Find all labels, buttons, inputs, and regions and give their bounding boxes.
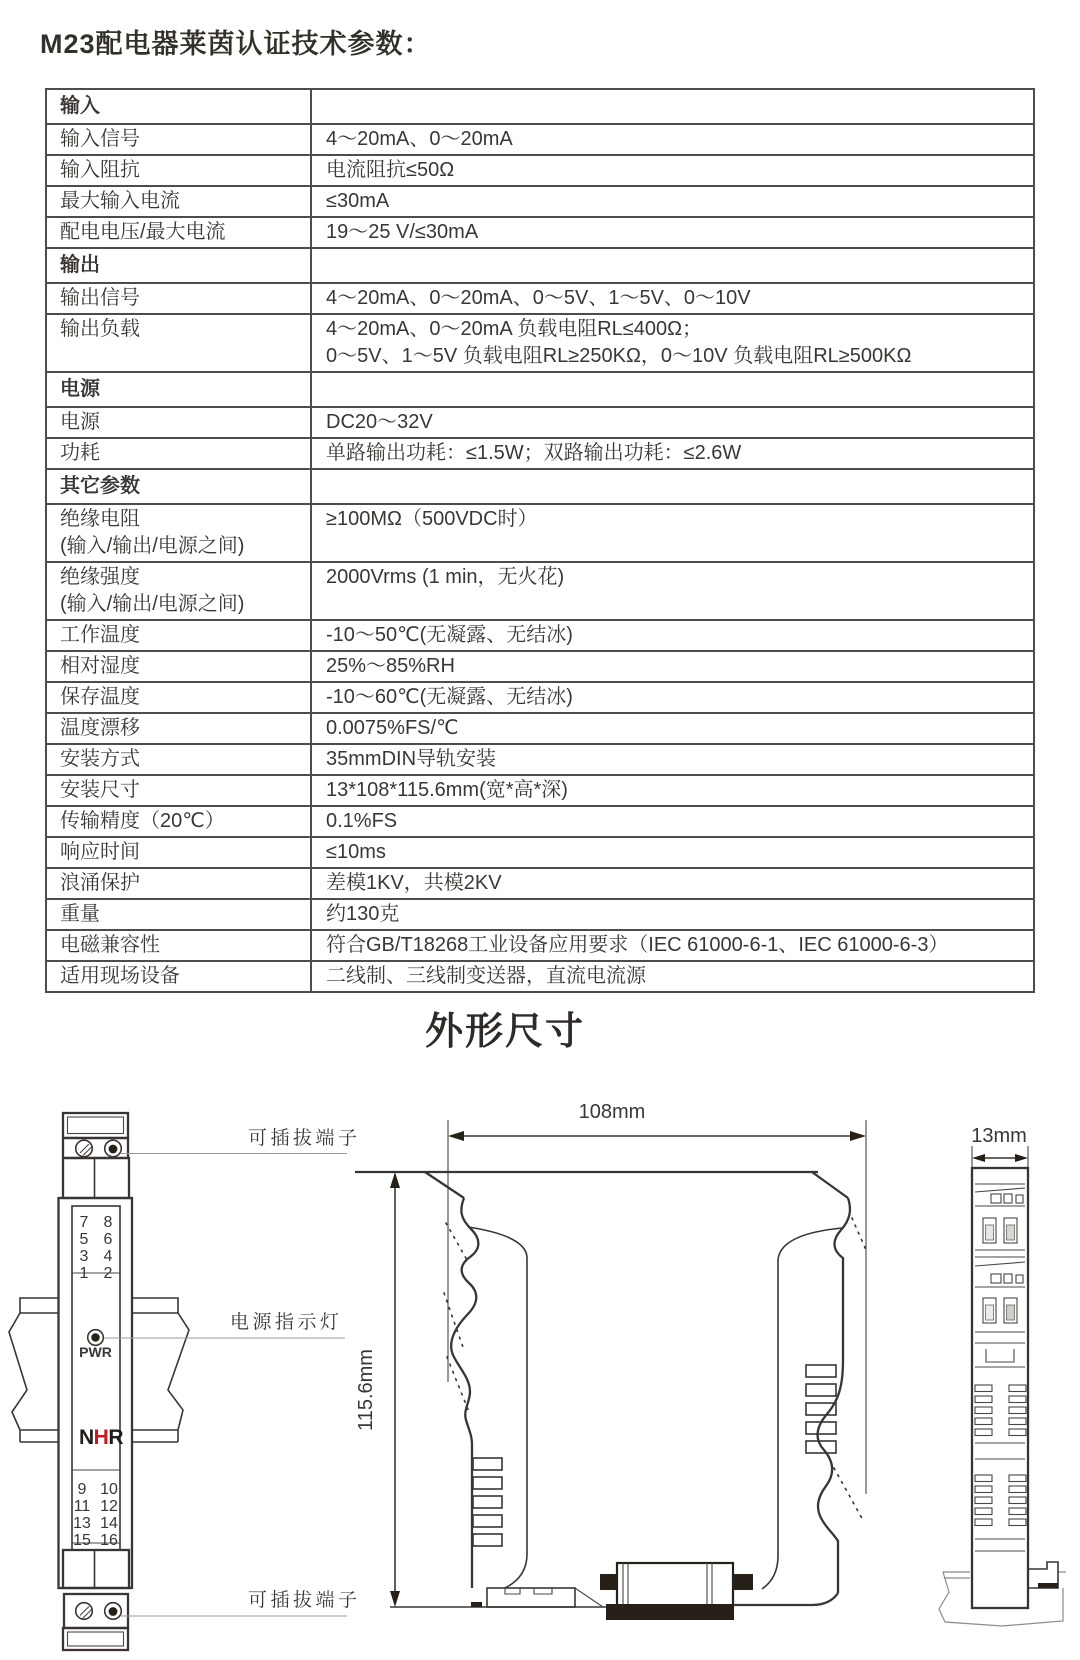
table-row: [47, 437, 1033, 468]
screw-icon: [76, 1603, 93, 1620]
terminal-numbers-bottom: [73, 1481, 118, 1549]
table-row: [47, 154, 1033, 185]
svg-text:12: 12: [100, 1498, 118, 1515]
table-row: [47, 929, 1033, 960]
table-row: [47, 406, 1033, 437]
param-value: 符合GB/T18268工业设备应用要求（IEC 61000-6-1、IEC 61000-6-3）: [310, 931, 1033, 960]
param-label: 响应时间: [60, 841, 140, 863]
param-value: 2000Vrms (1 min，无火花): [310, 563, 1033, 619]
param-value: 4～20mA、0～20mA 负载电阻RL≤400Ω； 0～5V、1～5V 负载电阻RL≥250KΩ，0～10V 负载电阻RL≥500KΩ: [310, 315, 1033, 371]
param-value: [310, 90, 1033, 123]
param-value: 0.1%FS: [310, 807, 1033, 836]
table-row: [47, 561, 1033, 619]
module-body: [59, 1198, 133, 1588]
svg-text:15: 15: [73, 1532, 91, 1549]
table-row: [47, 123, 1033, 154]
param-label: 保存温度: [60, 686, 140, 708]
svg-text:6: 6: [103, 1231, 113, 1248]
param-value: 13*108*115.6mm(宽*高*深): [310, 776, 1033, 805]
param-value: 电流阻抗≤50Ω: [310, 156, 1033, 185]
param-label: 温度漂移: [60, 717, 140, 739]
label-power-indicator: 电源指示灯: [230, 1312, 343, 1333]
param-value: -10～50℃(无凝露、无结冰): [310, 621, 1033, 650]
table-row: [47, 216, 1033, 247]
label-pluggable-terminal-bottom: 可插拔端子: [248, 1590, 361, 1611]
param-label: 功耗: [60, 442, 100, 464]
dim-height-label: 115.6mm: [355, 1349, 377, 1431]
param-label: 电源: [60, 378, 100, 400]
param-value: [310, 249, 1033, 282]
param-value: -10～60℃(无凝露、无结冰): [310, 683, 1033, 712]
table-row: [47, 503, 1033, 561]
table-row: [47, 90, 1033, 123]
param-value: 4～20mA、0～20mA: [310, 125, 1033, 154]
param-value: ≤10ms: [310, 838, 1033, 867]
dim-thickness-label: 13mm: [971, 1125, 1027, 1147]
param-value: 二线制、三线制变送器，直流电流源: [310, 962, 1033, 991]
table-row: [47, 650, 1033, 681]
svg-text:3: 3: [79, 1248, 89, 1265]
table-row: [47, 712, 1033, 743]
table-row: [47, 313, 1033, 371]
table-row: [47, 743, 1033, 774]
table-row: [47, 867, 1033, 898]
param-value: 19～25 V/≤30mA: [310, 218, 1033, 247]
table-row: [47, 619, 1033, 650]
end-view-drawing: [939, 1125, 1066, 1626]
param-value: [310, 373, 1033, 406]
svg-text:8: 8: [103, 1214, 113, 1231]
svg-text:11: 11: [73, 1498, 91, 1515]
dimension-drawings: [0, 1060, 1080, 1655]
param-label: 绝缘强度 (输入/输出/电源之间): [60, 566, 245, 615]
table-row: [47, 774, 1033, 805]
param-value: 差模1KV，共模2KV: [310, 869, 1033, 898]
param-label: 安装尺寸: [60, 779, 140, 801]
param-value: [310, 470, 1033, 503]
svg-text:7: 7: [79, 1214, 89, 1231]
param-label: 传输精度（20℃）: [60, 810, 225, 832]
param-label: 适用现场设备: [60, 965, 180, 987]
screw-icon: [105, 1603, 122, 1620]
param-label: 电磁兼容性: [60, 934, 160, 956]
param-label: 其它参数: [60, 475, 140, 497]
din-rail-clip: [600, 1563, 753, 1620]
front-view-drawing: [9, 1113, 361, 1650]
svg-text:10: 10: [100, 1481, 118, 1498]
table-row: [47, 805, 1033, 836]
param-value: 35mmDIN导轨安装: [310, 745, 1033, 774]
table-row: [47, 836, 1033, 867]
side-view-drawing: [355, 1101, 866, 1620]
svg-text:4: 4: [103, 1248, 113, 1265]
param-label: 输入信号: [60, 128, 140, 150]
param-value: 25%～85%RH: [310, 652, 1033, 681]
din-rail: [9, 1298, 189, 1442]
dim-width-label: 108mm: [578, 1101, 646, 1123]
table-row: [47, 282, 1033, 313]
svg-text:2: 2: [103, 1265, 113, 1282]
svg-text:16: 16: [100, 1532, 118, 1549]
param-label: 电源: [60, 411, 100, 433]
param-label: 重量: [60, 903, 100, 925]
label-pluggable-terminal-top: 可插拔端子: [248, 1128, 361, 1149]
table-row: [47, 185, 1033, 216]
param-label: 安装方式: [60, 748, 140, 770]
page-title: M23配电器莱茵认证技术参数：: [40, 29, 432, 59]
vent-slots: [975, 1385, 1026, 1526]
param-label: 最大输入电流: [60, 190, 180, 212]
param-label: 浪涌保护: [60, 872, 140, 894]
pwr-led-icon: [88, 1330, 104, 1346]
param-value: 单路输出功耗：≤1.5W；双路输出功耗：≤2.6W: [310, 439, 1033, 468]
table-row: [47, 371, 1033, 406]
bottom-terminal-strip: [64, 1594, 128, 1628]
param-value: ≥100MΩ（500VDC时）: [310, 505, 1033, 561]
outline-section-title: 外形尺寸: [424, 1011, 585, 1053]
param-label: 相对湿度: [60, 655, 140, 677]
screw-icon: [105, 1140, 122, 1157]
spec-table: [45, 88, 1035, 993]
svg-text:5: 5: [79, 1231, 89, 1248]
nhr-logo: NHR: [79, 1426, 124, 1449]
param-label: 工作温度: [60, 624, 140, 646]
table-row: [47, 898, 1033, 929]
end-view-body: [972, 1168, 1028, 1608]
pwr-label: PWR: [79, 1344, 112, 1360]
param-label: 输出: [60, 254, 100, 276]
svg-text:14: 14: [100, 1515, 118, 1532]
param-label: 输入阻抗: [60, 159, 140, 181]
svg-text:9: 9: [77, 1481, 87, 1498]
table-row: [47, 960, 1033, 991]
param-label: 配电电压/最大电流: [60, 221, 226, 243]
param-label: 输入: [60, 95, 100, 117]
table-row: [47, 681, 1033, 712]
param-value: 0.0075%FS/℃: [310, 714, 1033, 743]
svg-text:1: 1: [79, 1265, 89, 1282]
param-value: DC20～32V: [310, 408, 1033, 437]
screw-icon: [76, 1140, 93, 1157]
param-label: 输出信号: [60, 287, 140, 309]
param-value: 约130克: [310, 900, 1033, 929]
param-value: 4～20mA、0～20mA、0～5V、1～5V、0～10V: [310, 284, 1033, 313]
param-label: 绝缘电阻 (输入/输出/电源之间): [60, 508, 245, 557]
terminal-numbers-top: [80, 1214, 113, 1282]
svg-text:13: 13: [73, 1515, 91, 1532]
param-value: ≤30mA: [310, 187, 1033, 216]
table-row: [47, 468, 1033, 503]
param-label: 输出负载: [60, 318, 140, 340]
table-row: [47, 247, 1033, 282]
